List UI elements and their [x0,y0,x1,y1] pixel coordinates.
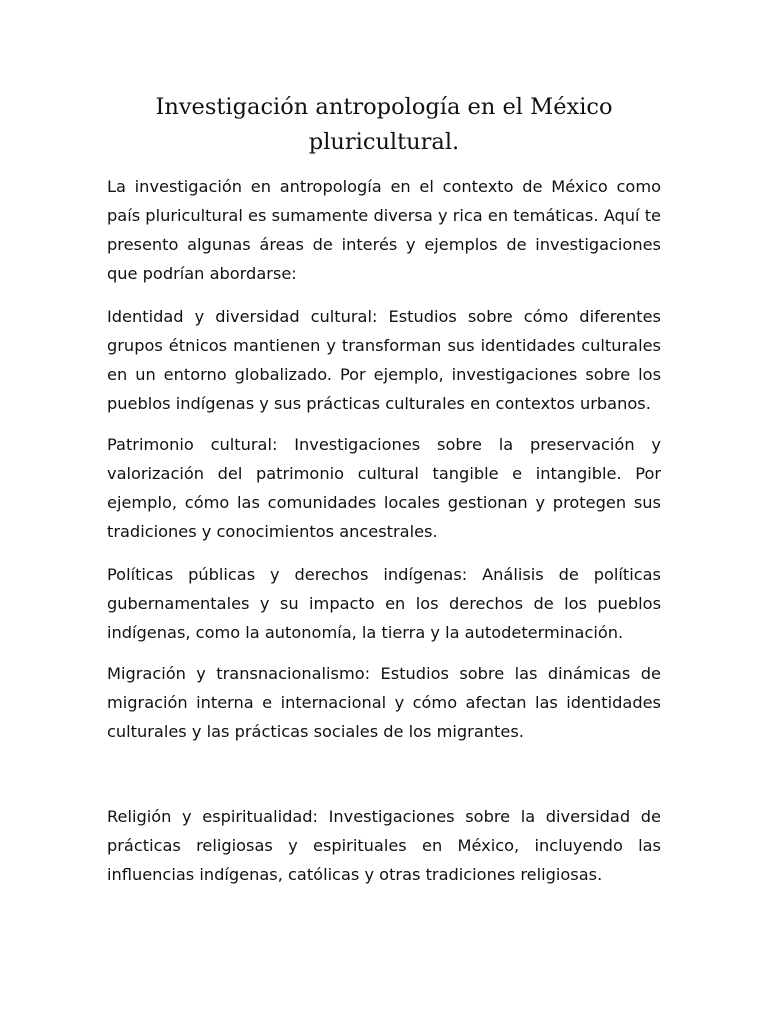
paragraph-intro: La investigación en antropología en el contexto de México como país pluricultural es sumamente diversa y rica en temáticas. Aquí te presento algunas áreas de interés y ejemplos de investigaciones que podrían abordarse: [107,177,661,283]
paragraph-identidad: Identidad y diversidad cultural: Estudios sobre cómo diferentes grupos étnicos mantienen y transforman sus identidades culturales en un entorno globalizado. Por ejemplo, investigaciones sobre los pueblos indígenas y sus prácticas culturales en contextos urbanos. [107,307,661,413]
document-title: Investigación antropología en el México pluricultural. [155,94,613,155]
paragraph-religion: Religión y espiritualidad: Investigaciones sobre la diversidad de prácticas religiosas y espirituales en México, incluyendo las influencias indígenas, católicas y otras tradiciones religiosas. [107,807,661,884]
paragraph-politicas: Políticas públicas y derechos indígenas: Análisis de políticas gubernamentales y su impacto en los derechos de los pueblos indígenas, como la autonomía, la tierra y la autodeterminación. [107,565,661,642]
paragraph-patrimonio: Patrimonio cultural: Investigaciones sobre la preservación y valorización del patrimonio cultural tangible e intangible. Por ejemplo, cómo las comunidades locales gestionan y protegen sus tradiciones y conocimientos ancestrales. [107,435,661,541]
paragraph-migracion: Migración y transnacionalismo: Estudios sobre las dinámicas de migración interna e internacional y cómo afectan las identidades culturales y las prácticas sociales de los migrantes. [107,664,661,741]
